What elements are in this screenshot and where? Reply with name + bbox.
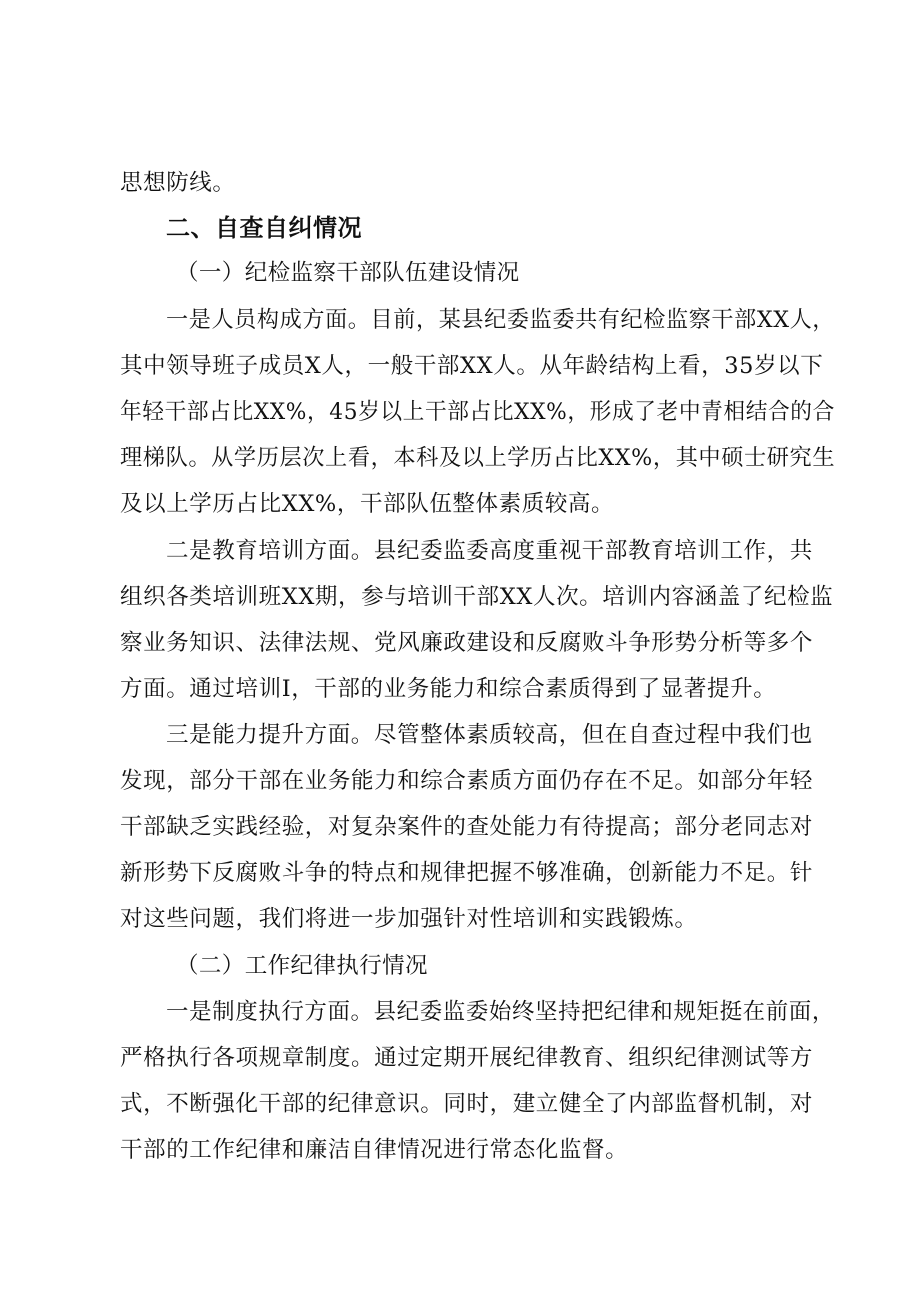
paragraph-line: 对这些问题，我们将进一步加强针对性培训和实践锻炼。 xyxy=(120,906,698,932)
paragraph-line: 理梯队。从学历层次上看，本科及以上学历占比XX%，其中硕士研究生 xyxy=(120,445,836,471)
paragraph-line: 其中领导班子成员X人，一般干部XX人。从年龄结构上看，35岁以下 xyxy=(120,353,824,379)
continuation-line: 思想防线。 xyxy=(120,170,236,196)
paragraph-line: 方面。通过培训I，干部的业务能力和综合素质得到了显著提升。 xyxy=(120,676,777,702)
paragraph-line: 及以上学历占比XX%，干部队伍整体素质较高。 xyxy=(120,491,615,517)
paragraph-line: 组织各类培训班XX期，参与培训干部XX人次。培训内容涵盖了纪检监 xyxy=(120,584,834,610)
paragraph-line: 发现，部分干部在业务能力和综合素质方面仍存在不足。如部分年轻 xyxy=(120,768,814,794)
subsection-title-1: （一）纪检监察干部队伍建设情况 xyxy=(176,260,520,286)
paragraph-line: 一是人员构成方面。目前，某县纪委监委共有纪检监察干部XX人， xyxy=(166,307,836,333)
paragraph-line: 严格执行各项规章制度。通过定期开展纪律教育、组织纪律测试等方 xyxy=(120,1045,814,1071)
paragraph-line: 察业务知识、法律法规、党风廉政建设和反腐败斗争形势分析等多个 xyxy=(120,630,814,656)
paragraph-line: 一是制度执行方面。县纪委监委始终坚持把纪律和规矩挺在前面， xyxy=(166,999,835,1025)
paragraph-line: 干部缺乏实践经验，对复杂案件的查处能力有待提高；部分老同志对 xyxy=(120,814,814,840)
subsection-title-2: （二）工作纪律执行情况 xyxy=(176,953,428,979)
paragraph-line: 新形势下反腐败斗争的特点和规律把握不够准确，创新能力不足。针 xyxy=(120,860,814,886)
paragraph-line: 式，不断强化干部的纪律意识。同时，建立健全了内部监督机制，对 xyxy=(120,1091,814,1117)
paragraph-line: 二是教育培训方面。县纪委监委高度重视干部教育培训工作，共 xyxy=(166,538,813,564)
paragraph-line: 干部的工作纪律和廉洁自律情况进行常态化监督。 xyxy=(120,1137,629,1163)
paragraph-line: 三是能力提升方面。尽管整体素质较高，但在自查过程中我们也 xyxy=(166,722,813,748)
section-heading: 二、自查自纠情况 xyxy=(166,214,362,242)
paragraph-line: 年轻干部占比XX%，45岁以上干部占比XX%，形成了老中青相结合的合 xyxy=(120,399,835,425)
